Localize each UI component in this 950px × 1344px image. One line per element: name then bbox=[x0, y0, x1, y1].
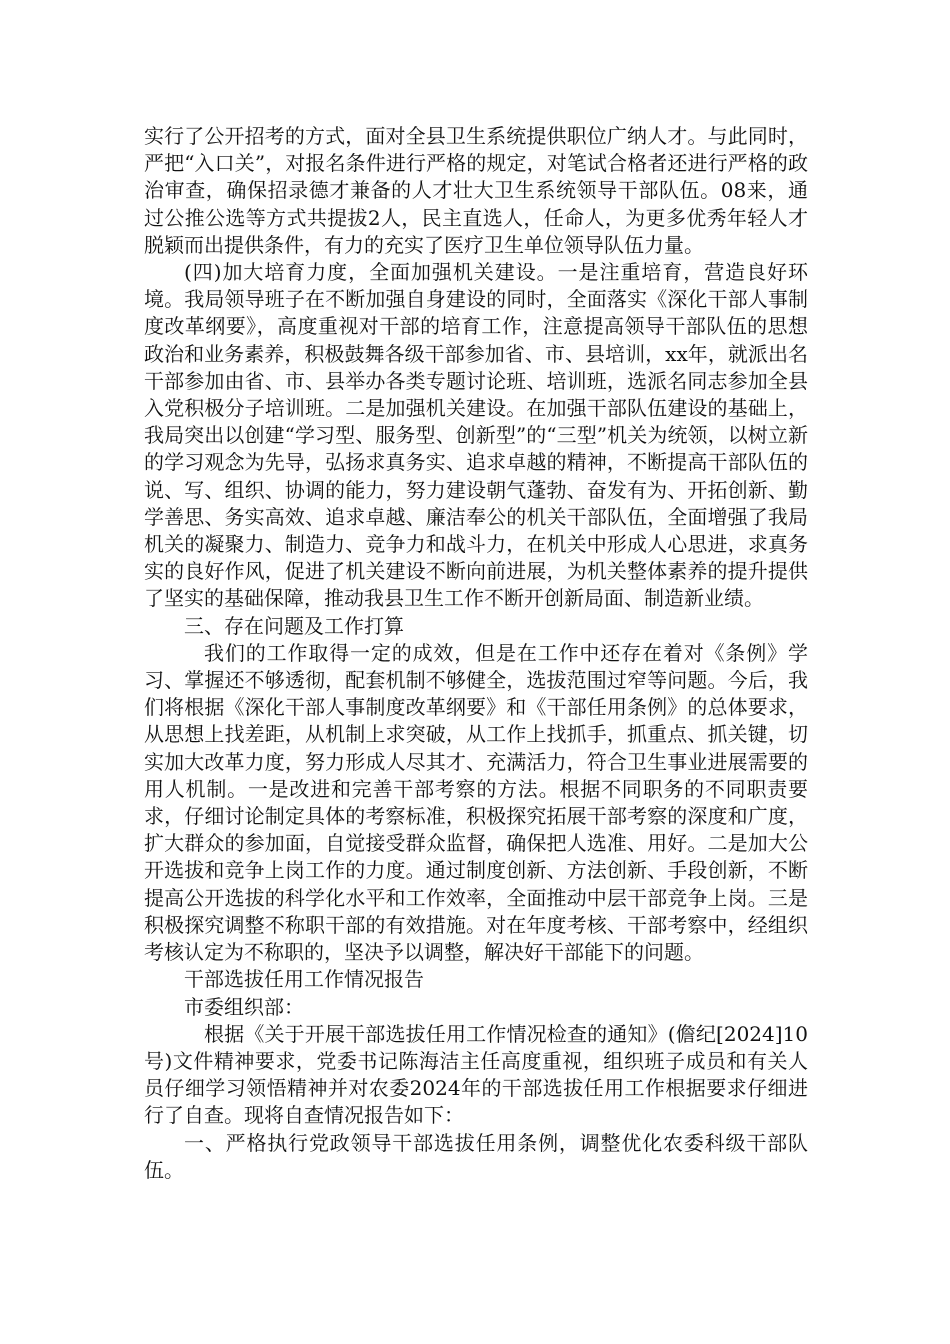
paragraph-recruitment: 实行了公开招考的方式，面对全县卫生系统提供职位广纳人才。与此同时，严把“入口关”，对报名条件进行严格的规定，对笔试合格者还进行严格的政治审查，确保招录德才兼备的人才壮大卫生系统领导干部队伍。08来，通过公推公选等方式共提拔2人，民主直选人，任命人，为更多优秀年轻人才脱颖而出提供条件，有力的充实了医疗卫生单位领导队伍力量。 bbox=[144, 124, 808, 257]
section-heading-one: 一、严格执行党政领导干部选拔任用条例，调整优化农委科级干部队伍。 bbox=[144, 1130, 808, 1182]
report-title: 干部选拔任用工作情况报告 bbox=[184, 967, 424, 992]
document-body bbox=[144, 123, 808, 1184]
report-addressee: 市委组织部： bbox=[184, 994, 304, 1019]
paragraph-plans: 我们的工作取得一定的成效，但是在工作中还存在着对《条例》学习、掌握还不够透彻，配套机制不够健全，选拔范围过窄等问题。今后，我们将根据《深化干部人事制度改革纲要》和《干部任用条例》的总体要求，从思想上找差距，从机制上求突破，从工作上找抓手，抓重点、抓关键，切实加大改革力度，努力形成人尽其才、充满活力，符合卫生事业进展需要的用人机制。一是改进和完善干部考察的方法。根据不同职务的不同职责要求，仔细讨论制定具体的考察标准，积极探究拓展干部考察的深度和广度，扩大群众的参加面，自觉接受群众监督，确保把人选准、用好。二是加大公开选拔和竞争上岗工作的力度。通过制度创新、方法创新、手段创新，不断提高公开选拔的科学化水平和工作效率，全面推动中层干部竞争上岗。三是积极探究调整不称职干部的有效措施。对在年度考核、干部考察中，经组织考核认定为不称职的，坚决予以调整，解决好干部能下的问题。 bbox=[144, 640, 808, 965]
paragraph-training: (四)加大培育力度，全面加强机关建设。一是注重培育，营造良好环境。我局领导班子在不断加强自身建设的同时，全面落实《深化干部人事制度改革纲要》，高度重视对干部的培育工作，注意提高领导干部队伍的思想政治和业务素养，积极鼓舞各级干部参加省、市、县培训，xx年，就派出名干部参加由省、市、县举办各类专题讨论班、培训班，选派名同志参加全县入党积极分子培训班。二是加强机关建设。在加强干部队伍建设的基础上，我局突出以创建“学习型、服务型、创新型”的“三型”机关为统领，以树立新的学习观念为先导，弘扬求真务实、追求卓越的精神，不断提高干部队伍的说、写、组织、协调的能力，努力建设朝气蓬勃、奋发有为、开拓创新、勤学善思、务实高效、追求卓越、廉洁奉公的机关干部队伍，全面增强了我局机关的凝聚力、制造力、竞争力和战斗力，在机关中形成人心思进，求真务实的良好作风，促进了机关建设不断向前进展，为机关整体素养的提升提供了坚实的基础保障，推动我县卫生工作不断开创新局面、制造新业绩。 bbox=[144, 260, 808, 611]
paragraph-report-intro: 根据《关于开展干部选拔任用工作情况检查的通知》(儋纪[2024]10号)文件精神要求，党委书记陈海洁主任高度重视，组织班子成员和有关人员仔细学习领悟精神并对农委2024年的干部选拔任用工作根据要求仔细进行了自查。现将自查情况报告如下： bbox=[144, 1021, 808, 1128]
section-heading-problems: 三、存在问题及工作打算 bbox=[184, 613, 404, 638]
